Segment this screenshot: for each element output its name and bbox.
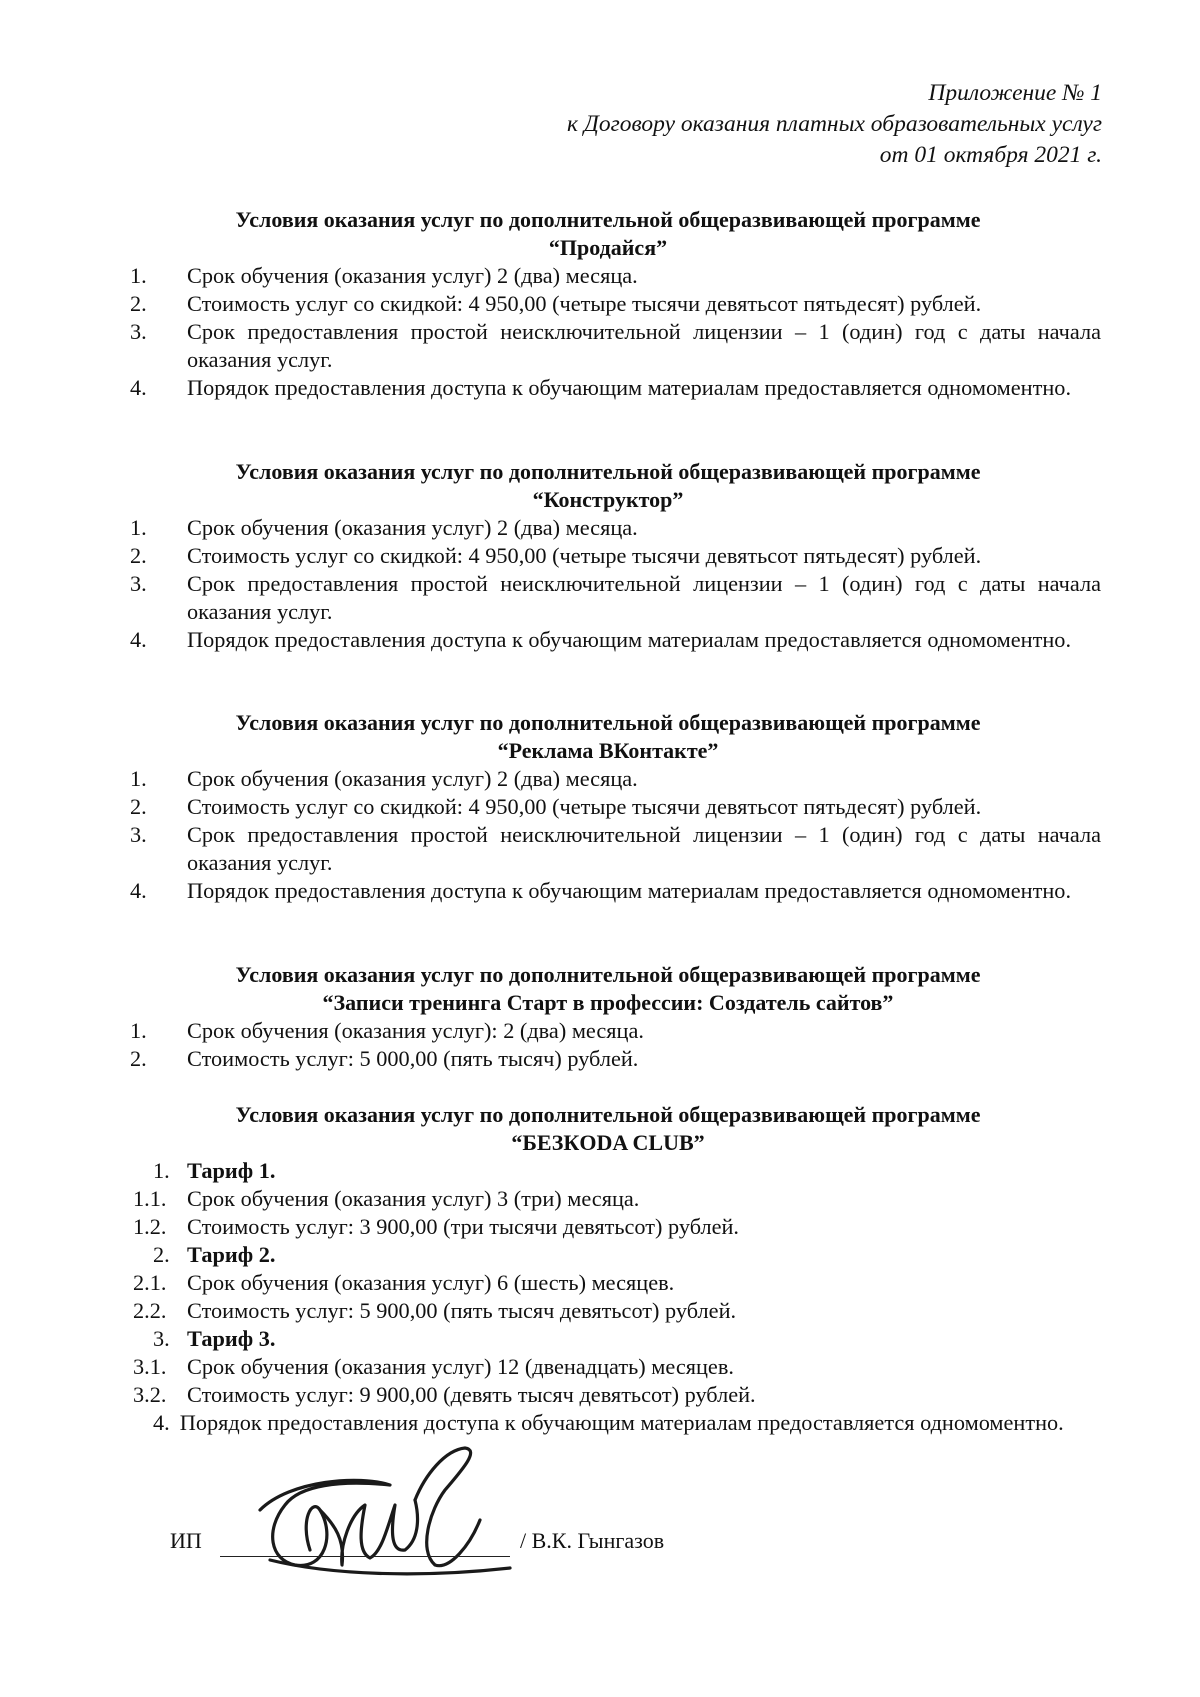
program-name: “Конструктор” [532, 487, 684, 512]
list-item: 2. Стоимость услуг со скидкой: 4 950,00 (четыре тысячи девятьсот пятьдесят) рублей. [130, 543, 982, 568]
tariff-heading: 2. Тариф 2. [153, 1242, 276, 1267]
list-item: 3.1. Срок обучения (оказания услуг) 12 (двенадцать) месяцев. [133, 1354, 734, 1379]
section-title: Условия оказания услуг по дополнительной общеразвивающей программе “Продайся” [115, 206, 1101, 262]
signature-block [170, 1520, 730, 1560]
list-item: 3. Срок предоставления простой неисключительной лицензии – 1 (один) год с даты начала оказания услуг. [130, 319, 1101, 372]
list-item: 2. Стоимость услуг со скидкой: 4 950,00 (четыре тысячи девятьсот пятьдесят) рублей. [130, 291, 982, 316]
tariff-heading: 3. Тариф 3. [153, 1326, 276, 1351]
section-zapisi-treninga [115, 961, 1101, 1073]
signer-name: / В.К. Гынгазов [520, 1528, 665, 1553]
list-item: 3. Срок предоставления простой неисключительной лицензии – 1 (один) год с даты начала оказания услуг. [130, 571, 1101, 624]
appendix-date: от 01 октября 2021 г. [879, 142, 1102, 168]
list-item: 4. Порядок предоставления доступа к обучающим материалам предоставляется одномоментно. [130, 878, 1072, 903]
list-item: 4. Порядок предоставления доступа к обучающим материалам предоставляется одномоментно. [130, 627, 1072, 652]
list-item: 3.2. Стоимость услуг: 9 900,00 (девять тысяч девятьсот) рублей. [133, 1382, 756, 1407]
section-title: Условия оказания услуг по дополнительной общеразвивающей программе “Записи тренинга Старт в профессии: Создатель сайтов” [115, 961, 1101, 1017]
list-item: 1. Срок обучения (оказания услуг) 2 (два) месяца. [130, 515, 638, 540]
list-item: 4. Порядок предоставления доступа к обучающим материалам предоставляется одномоментно. [153, 1410, 1064, 1435]
list-item: 1.2. Стоимость услуг: 3 900,00 (три тысячи девятьсот) рублей. [133, 1214, 740, 1239]
list-item: 2. Стоимость услуг со скидкой: 4 950,00 (четыре тысячи девятьсот пятьдесят) рублей. [130, 794, 982, 819]
appendix-header [430, 78, 1102, 171]
section-reklama-vk [115, 709, 1101, 905]
section-title: Условия оказания услуг по дополнительной общеразвивающей программе “Конструктор” [115, 458, 1101, 514]
list-item: 1.1. Срок обучения (оказания услуг) 3 (три) месяца. [133, 1186, 640, 1211]
program-name: “Продайся” [548, 235, 668, 260]
section-title: Условия оказания услуг по дополнительной общеразвивающей программе “БЕЗКODA CLUB” [115, 1101, 1101, 1157]
list-item: 1. Срок обучения (оказания услуг) 2 (два) месяца. [130, 263, 638, 288]
program-name: “Записи тренинга Старт в профессии: Создатель сайтов” [322, 990, 894, 1015]
section-bezkoda-club [115, 1101, 1101, 1437]
tariff-heading: 1. Тариф 1. [153, 1158, 276, 1183]
appendix-contract-ref: к Договору оказания платных образовательных услуг [567, 111, 1102, 137]
signature-line [220, 1556, 510, 1557]
list-item: 3. Срок предоставления простой неисключительной лицензии – 1 (один) год с даты начала оказания услуг. [130, 822, 1101, 875]
signer-role: ИП [170, 1528, 202, 1553]
list-item: 2.2. Стоимость услуг: 5 900,00 (пять тысяч девятьсот) рублей. [133, 1298, 737, 1323]
appendix-number: Приложение № 1 [928, 80, 1102, 106]
section-prodaysya [115, 206, 1101, 402]
program-name: “БЕЗКODA CLUB” [511, 1130, 705, 1155]
list-item: 1. Срок обучения (оказания услуг): 2 (два) месяца. [130, 1018, 644, 1043]
list-item: 2.1. Срок обучения (оказания услуг) 6 (шесть) месяцев. [133, 1270, 675, 1295]
section-title: Условия оказания услуг по дополнительной общеразвивающей программе “Реклама ВКонтакте” [115, 709, 1101, 765]
list-item: 1. Срок обучения (оказания услуг) 2 (два) месяца. [130, 766, 638, 791]
list-item: 2. Стоимость услуг: 5 000,00 (пять тысяч) рублей. [130, 1046, 639, 1071]
list-item: 4. Порядок предоставления доступа к обучающим материалам предоставляется одномоментно. [130, 375, 1072, 400]
section-konstruktor [115, 458, 1101, 654]
program-name: “Реклама ВКонтакте” [497, 738, 719, 763]
handwritten-signature-icon [240, 1440, 530, 1590]
